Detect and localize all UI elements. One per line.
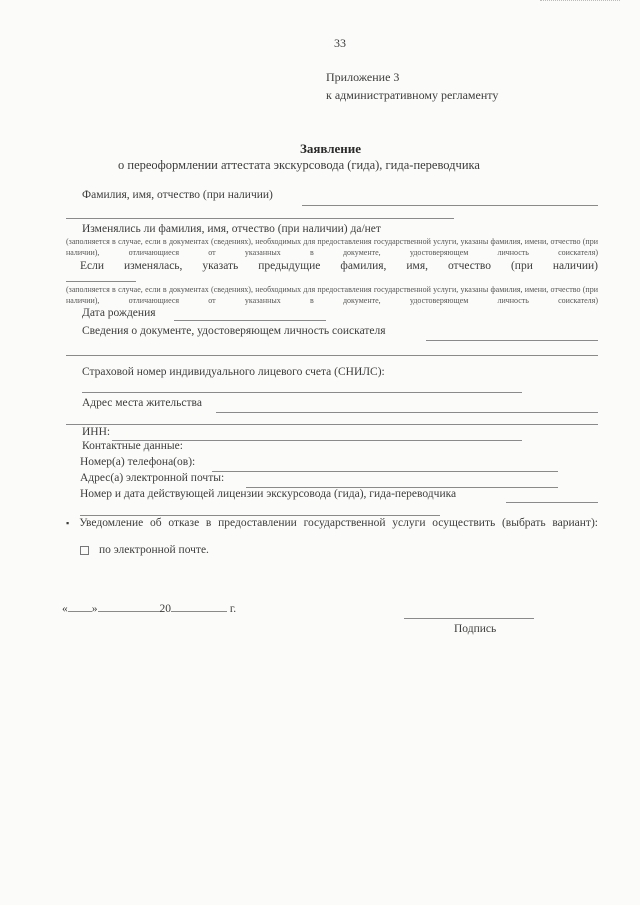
phone-label: Номер(а) телефона(ов):: [80, 456, 196, 468]
email-option-label: по электронной почте.: [99, 544, 209, 556]
fio-field-line[interactable]: [302, 205, 598, 206]
email-option[interactable]: [80, 544, 209, 556]
email-option-checkbox[interactable]: [80, 546, 89, 555]
previous-fio-line[interactable]: [66, 281, 136, 282]
signature-line[interactable]: [404, 618, 534, 619]
date-open-quote: «: [62, 603, 68, 615]
document-title: Заявление: [300, 141, 362, 156]
if-changed-label: Если изменялась, указать предыдущие фамилия, имя, отчество (при наличии): [80, 260, 598, 272]
note-2: (заполняется в случае, если в документах (сведениях), необходимых для предоставления государственной услуги, указаны фамилия, имени, отчество (при наличии), отличающиеся от указанных в документе, удостоверяющем личность соискателя): [66, 285, 598, 305]
fio-field-line-2[interactable]: [66, 218, 454, 219]
signature-label: Подпись: [454, 623, 497, 635]
id-document-line[interactable]: [426, 340, 598, 341]
inn-label: ИНН:: [82, 426, 111, 438]
date-year-prefix: 20: [159, 603, 171, 615]
appendix-line-1: Приложение 3: [326, 70, 400, 84]
id-document-label: Сведения о документе, удостоверяющем личность соискателя: [82, 325, 386, 337]
contacts-label: Контактные данные:: [82, 440, 183, 452]
address-label: Адрес места жительства: [82, 397, 202, 409]
bullet-mark: ▪: [66, 518, 80, 528]
license-line[interactable]: [506, 502, 598, 503]
date-year-field[interactable]: [171, 611, 227, 612]
notification-text: ▪ Уведомление об отказе в предоставлении государственной услуги осуществить (выбрать вариант):: [66, 517, 598, 529]
date-month-field[interactable]: [98, 611, 160, 612]
birth-date-line[interactable]: [174, 320, 326, 321]
date-line: [62, 603, 236, 615]
date-close-quote: »: [91, 603, 98, 615]
document-subtitle: о переоформлении аттестата экскурсовода (гида), гида-переводчика: [118, 158, 480, 172]
address-line[interactable]: [216, 412, 598, 413]
date-year-suffix: г.: [229, 603, 237, 615]
scan-edge-mark: [540, 0, 620, 4]
fio-label: Фамилия, имя, отчество (при наличии): [82, 189, 273, 201]
changed-fio-label: Изменялись ли фамилия, имя, отчество (при наличии) да/нет: [82, 223, 381, 235]
id-document-line-2[interactable]: [66, 355, 598, 356]
note-1: (заполняется в случае, если в документах (сведениях), необходимых для предоставления государственной услуги, указаны фамилия, имени, отчество (при наличии), отличающиеся от указанных в документе, удостоверяющем личность соискателя): [66, 237, 598, 257]
email-label: Адрес(а) электронной почты:: [80, 472, 225, 484]
snils-line[interactable]: [82, 392, 522, 393]
address-line-2[interactable]: [66, 424, 598, 425]
birth-date-label: Дата рождения: [82, 307, 156, 319]
appendix-line-2: к административному регламенту: [326, 88, 499, 102]
phone-line[interactable]: [212, 471, 558, 472]
page-number: 33: [334, 36, 346, 50]
date-day-field[interactable]: [68, 611, 92, 612]
license-label: Номер и дата действующей лицензии экскурсовода (гида), гида-переводчика: [80, 488, 457, 500]
snils-label: Страховой номер индивидуального лицевого счета (СНИЛС):: [82, 366, 385, 378]
